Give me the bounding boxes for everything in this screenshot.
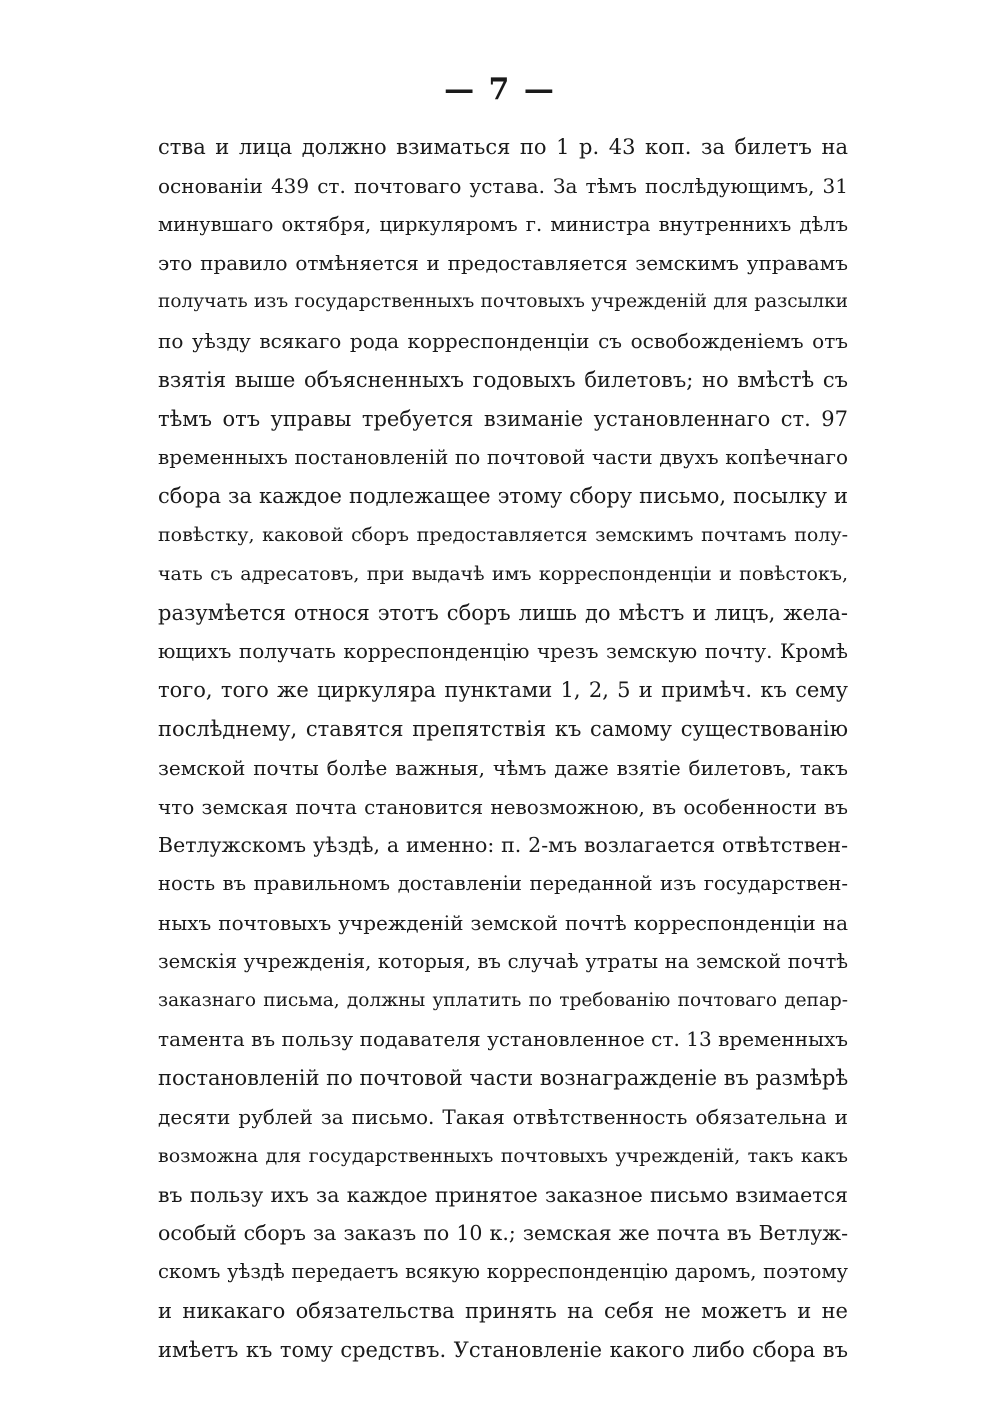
text-line: и никакаго обязательства принять на себя не можетъ и не [158,1298,848,1323]
text-line: земскія учрежденія, которыя, въ случаѣ утраты на земской почтѣ [158,949,848,973]
text-line: повѣстку, каковой сборъ предоставляется земскимъ почтамъ полу- [158,523,848,546]
text-line: основаніи 439 ст. почтоваго устава. За тѣмъ послѣдующимъ, 31 [158,173,848,198]
text-line: по уѣзду всякаго рода корреспонденціи съ освобожденіемъ отъ [158,328,848,353]
text-line: десяти рублей за письмо. Такая отвѣтственность обязательна и [158,1104,848,1129]
text-line: въ пользу ихъ за каждое принятое заказное письмо взимается [158,1182,848,1207]
text-line: имѣетъ къ тому средствъ. Установленіе какого либо сбора въ [158,1337,848,1362]
text-line: тѣмъ отъ управы требуется взиманіе установленнаго ст. 97 [158,406,848,431]
text-line: Ветлужскомъ уѣздѣ, а именно: п. 2-мъ возлагается отвѣтствен- [158,833,848,858]
text-line: того, того же циркуляра пунктами 1, 2, 5 и примѣч. къ сему [158,678,848,703]
text-line: скомъ уѣздѣ передаетъ всякую корреспонденцію даромъ, поэтому [158,1260,848,1284]
body-text [158,128,848,1370]
text-line: минувшаго октября, циркуляромъ г. министра внутреннихъ дѣлъ [158,212,848,236]
text-line: заказнаго письма, должны уплатить по требованію почтоваго депар- [158,989,848,1011]
text-line: получать изъ государственныхъ почтовыхъ учрежденій для разсылки [158,291,848,313]
text-line: разумѣется относя этотъ сборъ лишь до мѣстъ и лицъ, жела- [158,600,848,625]
text-line: сбора за каждое подлежащее этому сбору письмо, посылку и [158,484,848,509]
text-line: тамента въ пользу подавателя установленное ст. 13 временныхъ [158,1027,848,1052]
text-line: ность въ правильномъ доставленіи переданной изъ государствен- [158,872,848,896]
text-line: постановленій по почтовой части вознагражденіе въ размѣрѣ [158,1066,848,1091]
text-line: чать съ адресатовъ, при выдачѣ имъ корреспонденціи и повѣстокъ, [158,562,848,585]
text-line: возможна для государственныхъ почтовыхъ учрежденій, такъ какъ [158,1144,848,1167]
text-line: послѣднему, ставятся препятствія къ самому существованію [158,716,848,741]
text-line: ныхъ почтовыхъ учрежденій земской почтѣ корреспонденціи на [158,910,848,935]
text-line: временныхъ постановленій по почтовой части двухъ копѣечнаго [158,445,848,470]
text-line: взятія выше объясненныхъ годовыхъ билетовъ; но вмѣстѣ съ [158,367,848,392]
text-line: особый сборъ за заказъ по 10 к.; земская же почта въ Ветлуж- [158,1221,848,1246]
text-line: это правило отмѣняется и предоставляется земскимъ управамъ [158,251,848,276]
page-number: — 7 — [444,72,556,107]
text-line: земской почты болѣе важныя, чѣмъ даже взятіе билетовъ, такъ [158,755,848,780]
text-line: ющихъ получать корреспонденцію чрезъ земскую почту. Кромѣ [158,639,848,664]
text-line: что земская почта становится невозможною, въ особенности въ [158,794,848,819]
text-line: ства и лица должно взиматься по 1 р. 43 коп. за билетъ на [158,135,848,159]
